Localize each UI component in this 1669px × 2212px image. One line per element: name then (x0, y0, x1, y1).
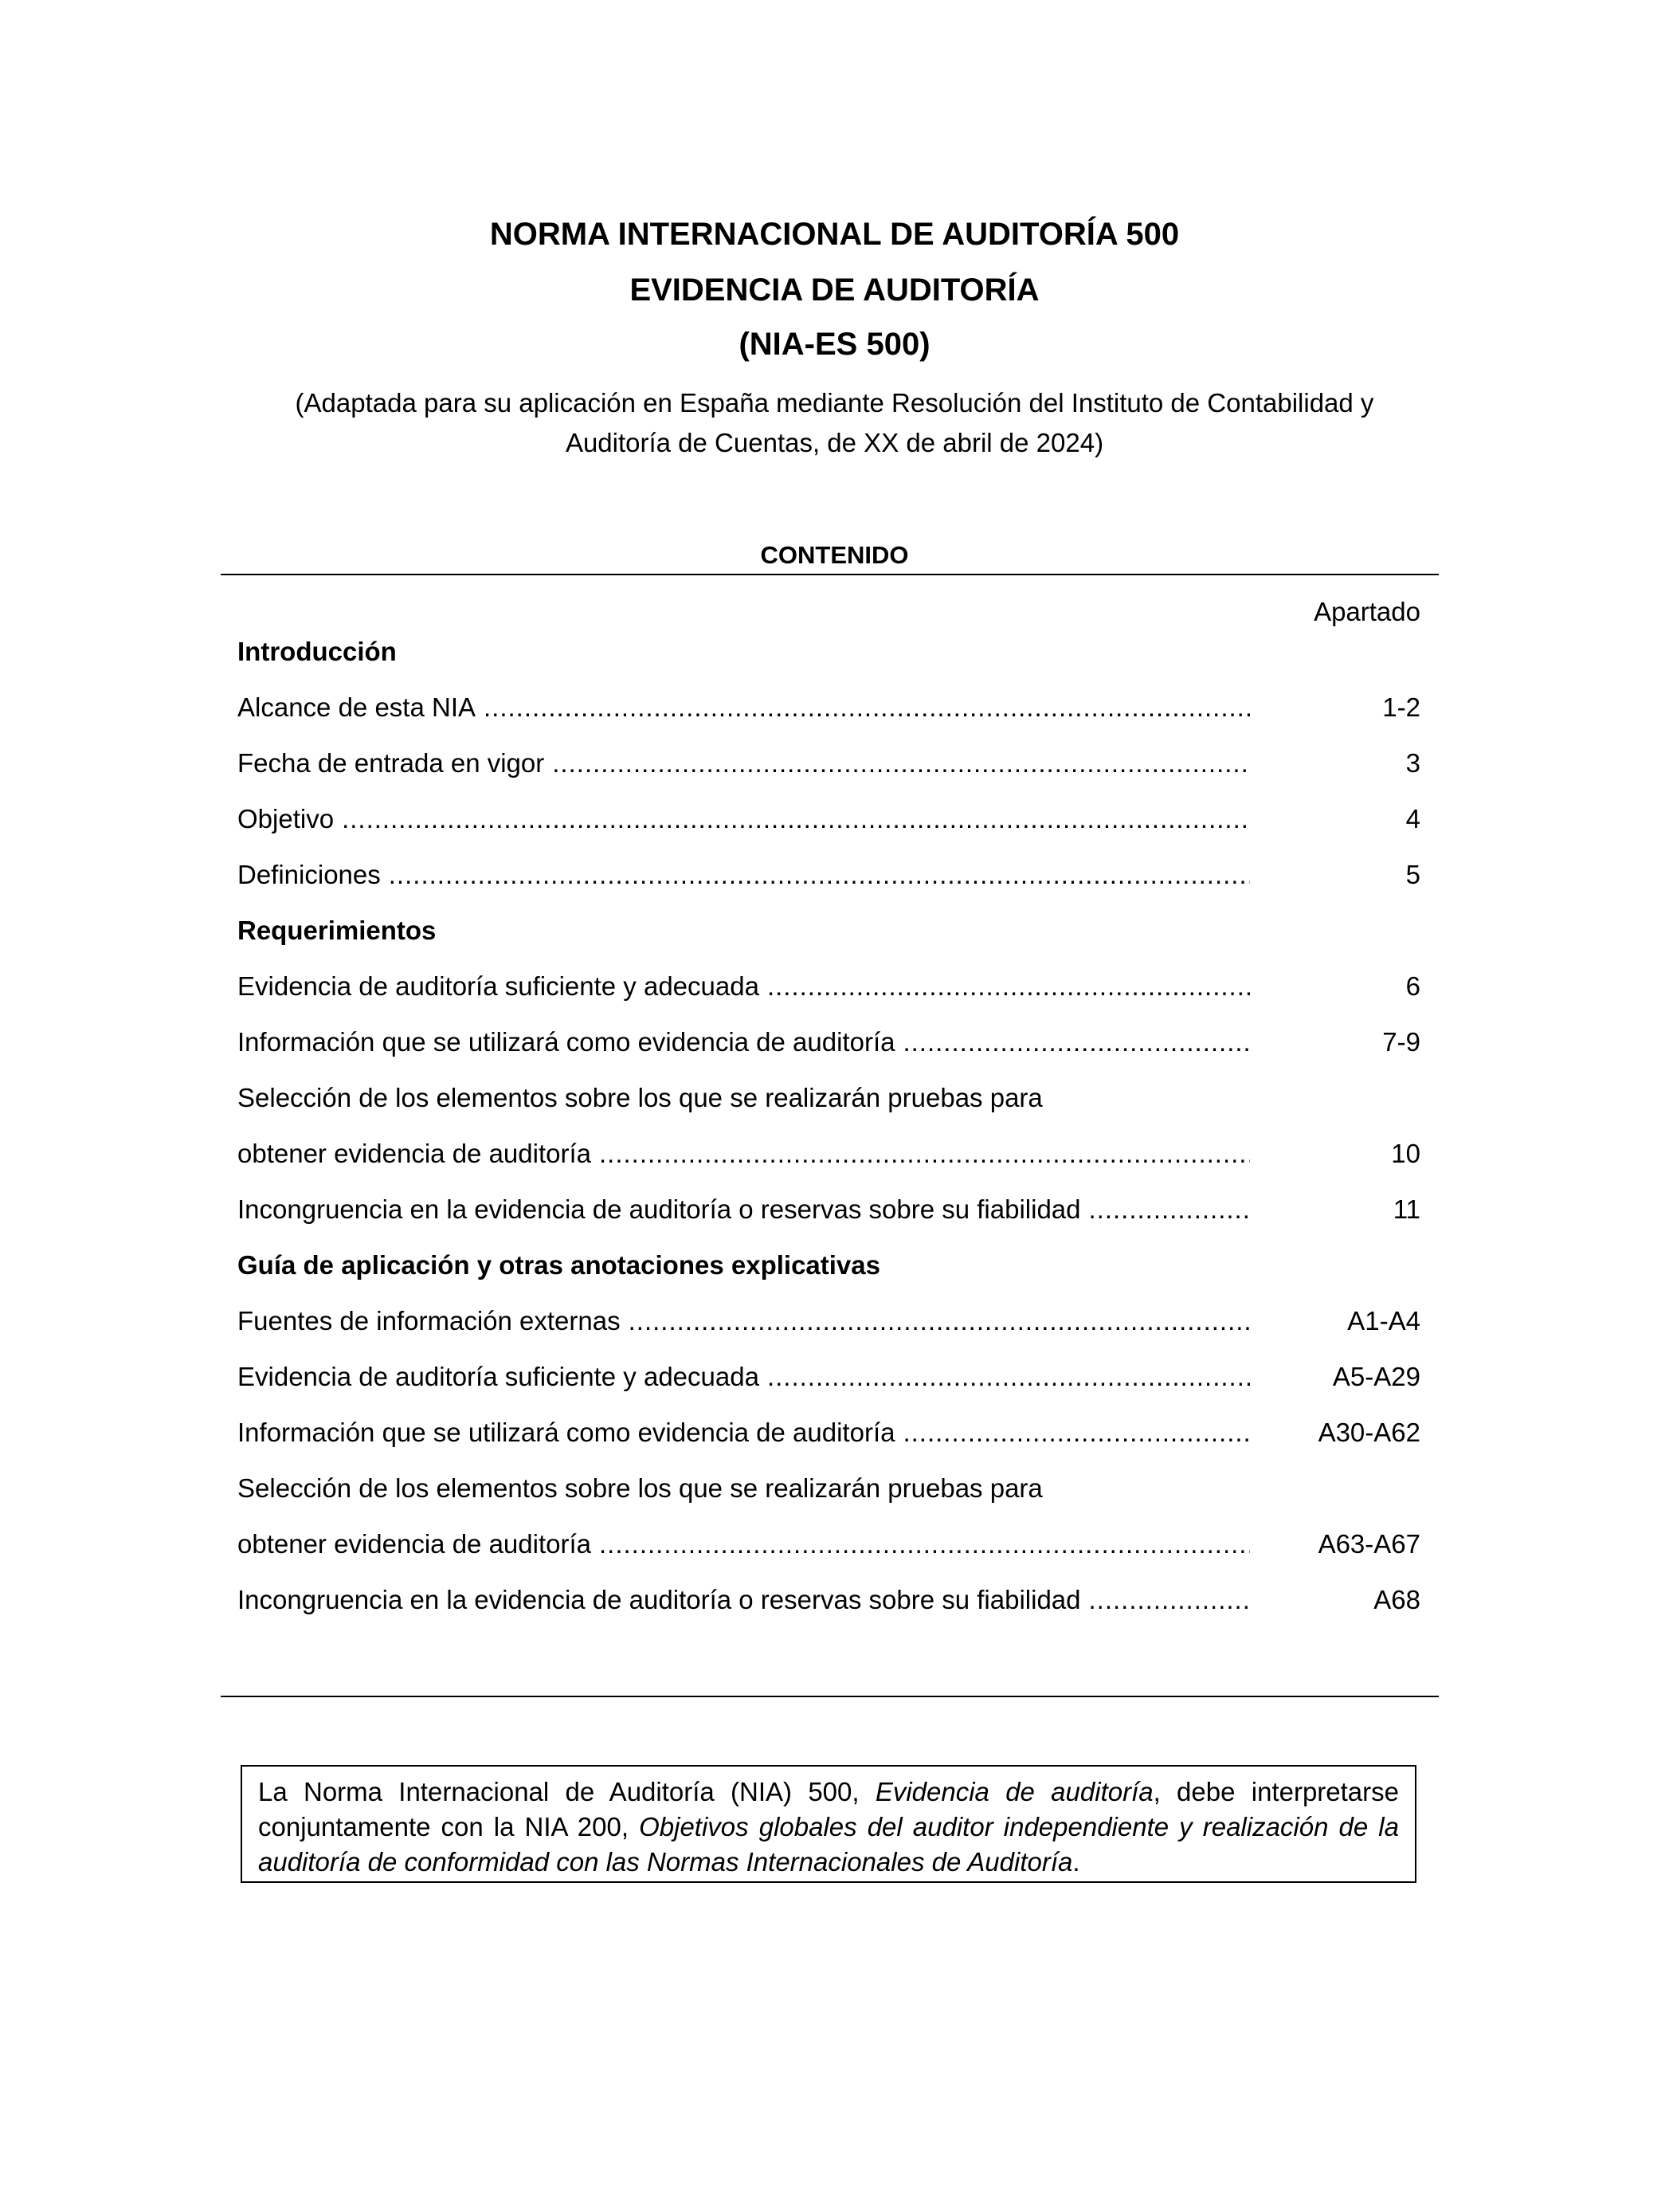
toc-entry (237, 1417, 1420, 1473)
toc-dot-leader (1089, 1194, 1251, 1226)
toc-entry-paragraph-number: A1-A4 (1347, 1306, 1420, 1335)
toc-entry (237, 1026, 1420, 1082)
toc-dot-leader (903, 1026, 1250, 1058)
toc-entry-title: Objetivo (237, 804, 335, 833)
contents-column-header: Apartado (1314, 597, 1420, 626)
toc-entry (237, 747, 1420, 803)
document-subtitle-line-1: (Adaptada para su aplicación en España mediante Resolución del Instituto de Contabilidad y (295, 388, 1374, 418)
toc-entry-title: Información que se utilizará como evidencia de auditoría (237, 1027, 895, 1057)
toc-entry-paragraph-number: A63-A67 (1318, 1529, 1420, 1559)
toc-entry-title: obtener evidencia de auditoría (237, 1139, 591, 1168)
toc-entry (237, 1138, 1420, 1194)
toc-dot-leader (599, 1138, 1250, 1170)
toc-entry (237, 1584, 1420, 1640)
toc-entry (237, 971, 1420, 1026)
toc-entry-title: Guía de aplicación y otras anotaciones explicativas (237, 1250, 880, 1280)
toc-section-heading (237, 915, 1420, 971)
toc-dot-leader (552, 747, 1250, 779)
document-subtitle-line-2: Auditoría de Cuentas, de XX de abril de 2024) (565, 428, 1104, 457)
contents-top-rule (221, 574, 1439, 575)
contents-heading: CONTENIDO (760, 541, 909, 569)
toc-entry-title: Selección de los elementos sobre los que se realizarán pruebas para (237, 1473, 1043, 1503)
document-title-line-3: (NIA-ES 500) (739, 327, 930, 362)
toc-dot-leader (389, 859, 1250, 891)
note-italic-title-1: Evidencia de auditoría (875, 1777, 1154, 1806)
toc-entry-title: Incongruencia en la evidencia de auditoría o reservas sobre su fiabilidad (237, 1585, 1081, 1614)
toc-entry-title: Requerimientos (237, 916, 437, 945)
note-text-part-2: , debe interpretarse conjuntamente con la NIA 200, (258, 1777, 1400, 1841)
toc-dot-leader (767, 1361, 1250, 1393)
table-of-contents (237, 636, 1420, 1640)
toc-entry (237, 1194, 1420, 1249)
toc-dot-leader (629, 1305, 1250, 1337)
toc-entry-title: Evidencia de auditoría suficiente y adecuada (237, 1362, 759, 1391)
toc-dot-leader (599, 1528, 1250, 1560)
toc-entry-title: Fuentes de información externas (237, 1306, 621, 1335)
note-text-part-1: La Norma Internacional de Auditoría (NIA) 500, (258, 1777, 876, 1806)
toc-entry (237, 1361, 1420, 1417)
toc-entry (237, 692, 1420, 747)
toc-entry-title: Introducción (237, 637, 397, 666)
toc-dot-leader (903, 1417, 1250, 1449)
toc-section-heading (237, 636, 1420, 692)
toc-dot-leader (342, 803, 1250, 835)
toc-entry-title: Evidencia de auditoría suficiente y adecuada (237, 971, 759, 1001)
contents-bottom-rule (221, 1696, 1439, 1697)
toc-entry (237, 1473, 1420, 1528)
toc-entry-paragraph-number: 5 (1405, 860, 1420, 889)
toc-entry-title: Fecha de entrada en vigor (237, 748, 545, 778)
toc-entry (237, 803, 1420, 859)
toc-entry-title: obtener evidencia de auditoría (237, 1529, 591, 1559)
toc-entry (237, 1528, 1420, 1584)
toc-entry-paragraph-number: 4 (1405, 804, 1420, 833)
document-title-line-2: EVIDENCIA DE AUDITORÍA (629, 273, 1040, 308)
toc-entry-paragraph-number: 1-2 (1382, 692, 1420, 722)
toc-entry-paragraph-number: A5-A29 (1332, 1362, 1420, 1391)
toc-dot-leader (1089, 1584, 1251, 1616)
toc-entry-paragraph-number: A68 (1373, 1585, 1420, 1614)
document-title-line-1: NORMA INTERNACIONAL DE AUDITORÍA 500 (489, 217, 1180, 252)
toc-entry-title: Incongruencia en la evidencia de auditoría o reservas sobre su fiabilidad (237, 1194, 1081, 1224)
toc-entry-paragraph-number: 7-9 (1382, 1027, 1420, 1057)
note-text-part-3: . (1072, 1847, 1080, 1877)
toc-entry-title: Información que se utilizará como evidencia de auditoría (237, 1418, 895, 1447)
toc-entry (237, 1082, 1420, 1138)
interpretation-note-box (241, 1765, 1416, 1883)
toc-section-heading (237, 1249, 1420, 1305)
toc-entry-paragraph-number: 11 (1393, 1194, 1420, 1224)
toc-entry-paragraph-number: 3 (1405, 748, 1420, 778)
toc-dot-leader (484, 692, 1250, 724)
toc-entry-title: Definiciones (237, 860, 381, 889)
toc-entry (237, 1305, 1420, 1361)
toc-entry-paragraph-number: A30-A62 (1318, 1418, 1420, 1447)
toc-dot-leader (767, 971, 1250, 1002)
toc-entry (237, 859, 1420, 915)
toc-entry-paragraph-number: 6 (1405, 971, 1420, 1001)
note-italic-title-2: Objetivos globales del auditor independiente y realización de la auditoría de conformidad con las Normas Internacionales de Auditoría (258, 1812, 1399, 1877)
toc-entry-paragraph-number: 10 (1391, 1139, 1420, 1168)
toc-entry-title: Selección de los elementos sobre los que se realizarán pruebas para (237, 1083, 1043, 1112)
toc-entry-title: Alcance de esta NIA (237, 692, 476, 722)
